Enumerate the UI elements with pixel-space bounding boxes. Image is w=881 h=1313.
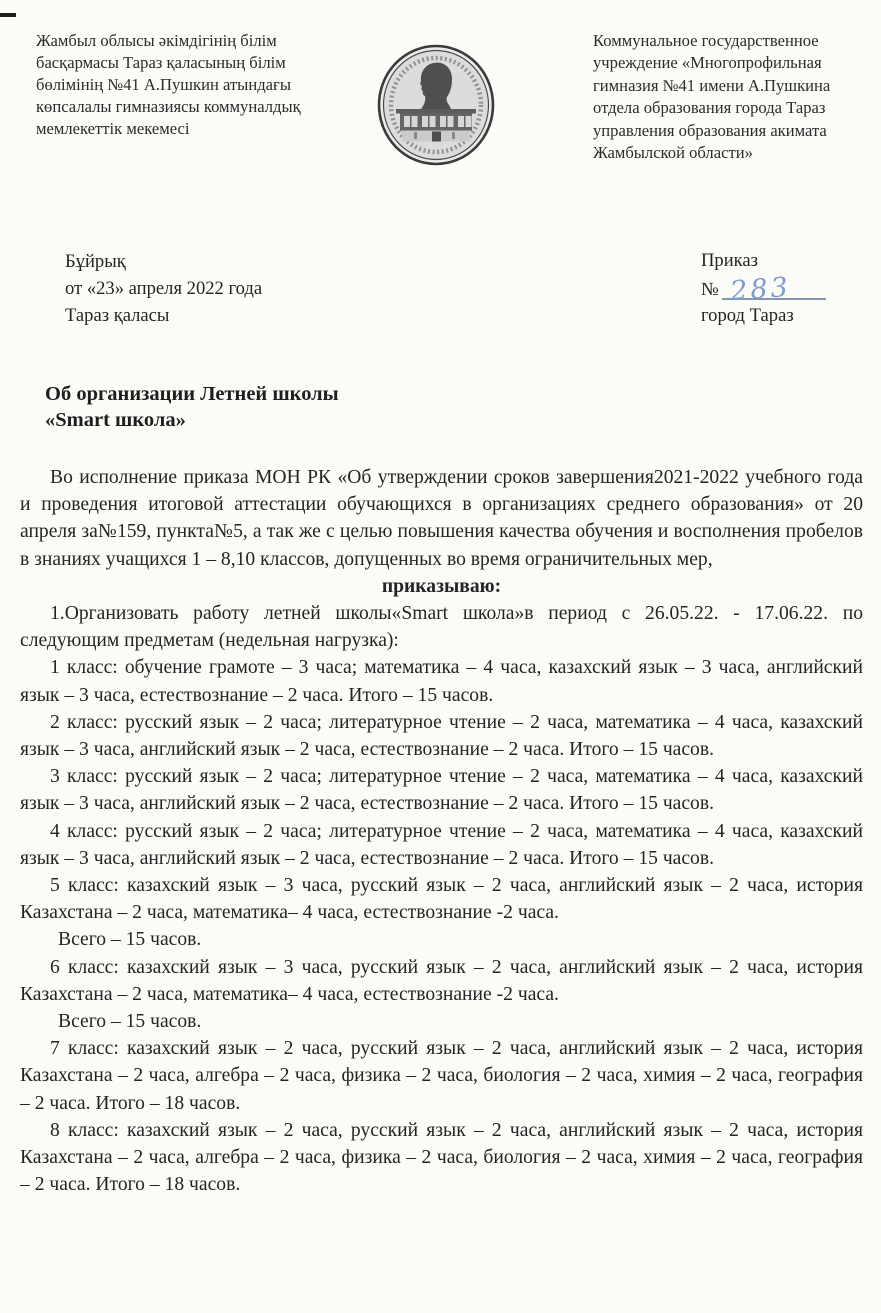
handwritten-order-number: 283	[728, 271, 792, 308]
class-schedule-grade-6: 6 класс: казахский язык – 3 часа, русский язык – 2 часа, английский язык – 2 часа, история Казахстана – 2 часа, математика– 4 часа, естествознание -2 часа.	[20, 956, 863, 1005]
number-sign: №	[701, 279, 719, 300]
order-item-1: 1.Организовать работу летней школы«Smart школа»в период с 26.05.22. - 17.06.22. по следующим предметам (недельная нагрузка):	[20, 603, 863, 652]
class-schedule-grade-4: 4 класс: русский язык – 2 часа; литературное чтение – 2 часа, математика – 4 часа, казахский язык – 3 часа, английский язык – 2 часа, естествознание – 2 часа. Итого – 15 часов.	[20, 820, 863, 869]
order-number-line	[701, 271, 853, 308]
class-schedule-grade-3: 3 класс: русский язык – 2 часа; литературное чтение – 2 часа, математика – 4 часа, казахский язык – 3 часа, английский язык – 2 часа, естествознание – 2 часа. Итого – 15 часов.	[20, 766, 863, 815]
class-schedule-grade-2: 2 класс: русский язык – 2 часа; литературное чтение – 2 часа, математика – 4 часа, казахский язык – 3 часа, английский язык – 2 часа, естествознание – 2 часа. Итого – 15 часов.	[20, 711, 863, 761]
order-meta-row	[0, 248, 881, 329]
class-schedule-grade-1: 1 класс: обучение грамоте – 3 часа; математика – 4 часа, казахский язык – 3 часа, английский язык – 3 часа, естествознание – 2 часа. Итого – 15 часов.	[20, 657, 863, 706]
order-city-kazakh: Тараз қаласы	[65, 305, 170, 326]
order-title-russian: Приказ	[701, 250, 759, 271]
order-date: от «23» апреля 2022 года	[65, 278, 263, 299]
org-name-russian: Коммунальное государственное учреждение «Многопрофильная гимназия №41 имени А.Пушкина отдела образования города Тараз управления образования акимата Жамбылской области»	[593, 31, 831, 163]
class-total-grade-5: Всего – 15 часов.	[58, 929, 202, 951]
class-schedule-grade-5: 5 класс: казахский язык – 3 часа, русский язык – 2 часа, английский язык – 2 часа, история Казахстана – 2 часа, математика– 4 часа, естествознание -2 часа.	[20, 875, 863, 924]
school-seal-icon	[341, 38, 531, 172]
intro-paragraph: Во исполнение приказа МОН РК «Об утверждении сроков завершения2021-2022 учебного года и проведения итоговой аттестации обучающихся в организациях среднего образования» от 20 апреля за№159, пункта№5, а так же с целью повышения качества обучения и восполнения пробелов в знаниях учащихся 1 – 8,10 классов, допущенных во время ограничительных мер,	[20, 467, 863, 570]
document-title-line1: Об организации Летней школы	[45, 383, 339, 405]
order-title-kazakh: Бұйрық	[65, 251, 126, 272]
order-meta-kazakh	[65, 248, 262, 329]
letterhead	[0, 0, 881, 172]
class-schedule-grade-7: 7 класс: казахский язык – 2 часа, русский язык – 2 часа, английский язык – 2 часа, история Казахстана – 2 часа, алгебра – 2 часа, физика – 2 часа, биология – 2 часа, химия – 2 часа, география – 2 часа. Итого – 18 часов.	[20, 1038, 863, 1114]
class-total-grade-6: Всего – 15 часов.	[58, 1011, 202, 1033]
number-underline	[722, 271, 826, 308]
order-city-russian: город Тараз	[701, 305, 794, 326]
directive-word: приказываю:	[381, 575, 502, 597]
document-title	[45, 381, 881, 433]
document-title-line2: «Smart школа»	[45, 409, 186, 431]
class-schedule-grade-8: 8 класс: казахский язык – 2 часа, русский язык – 2 часа, английский язык – 2 часа, история Казахстана – 2 часа, алгебра – 2 часа, физика – 2 часа, биология – 2 часа, химия – 2 часа, география – 2 часа. Итого – 18 часов.	[20, 1119, 863, 1196]
order-meta-russian	[701, 248, 853, 329]
scan-corner-mark	[0, 13, 16, 17]
document-body	[20, 464, 863, 1198]
org-name-kazakh: Жамбыл облысы әкімдігінің білім басқармасы Тараз қаласының білім бөлімінің №41 А.Пушкин атындағы көпсалалы гимназиясы коммуналдық мемлекеттік мекемесі	[36, 31, 301, 138]
